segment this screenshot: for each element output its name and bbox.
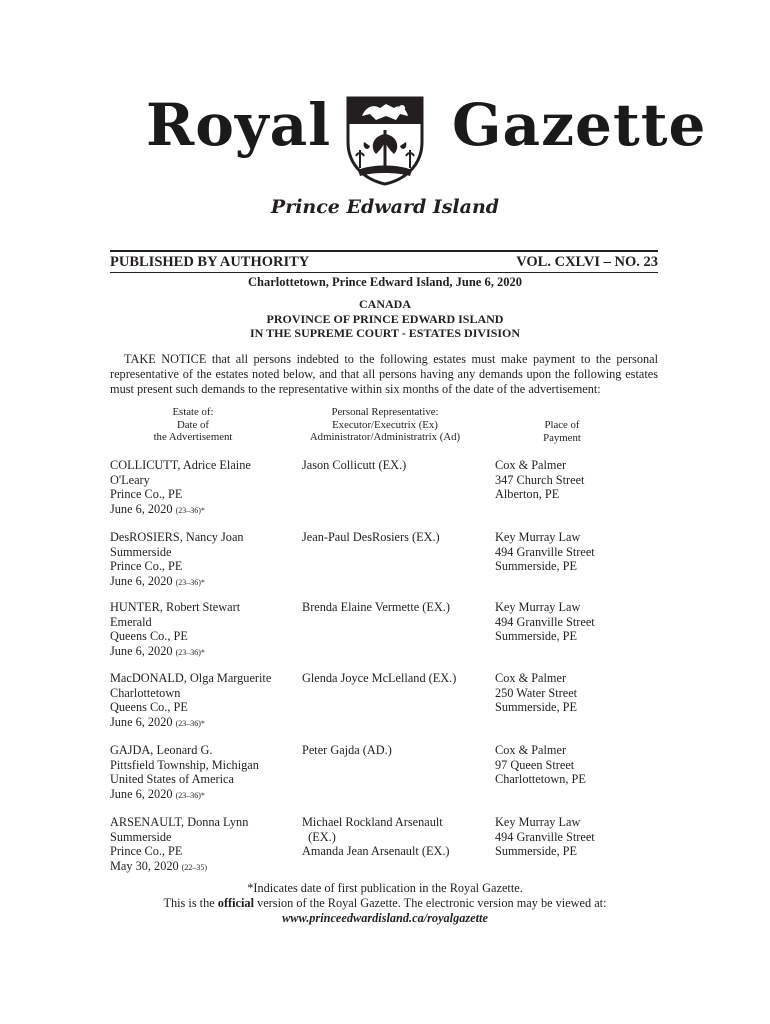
estate-entry bbox=[0, 530, 770, 600]
payment-line: Cox & Palmer bbox=[495, 458, 567, 472]
estate-name: GAJDA, Leonard G. bbox=[110, 743, 213, 757]
personal-representative bbox=[302, 600, 492, 615]
estate-entry bbox=[0, 671, 770, 741]
court-line-country: CANADA bbox=[359, 297, 411, 311]
estate-county: Prince Co., PE bbox=[110, 559, 183, 573]
estate-county: Prince Co., PE bbox=[110, 487, 183, 501]
column-heading-line: the Advertisement bbox=[153, 431, 233, 443]
payment-line: 494 Granville Street bbox=[495, 829, 595, 844]
estate-county: Prince Co., PE bbox=[110, 844, 183, 858]
estate-county: Queens Co., PE bbox=[110, 629, 188, 643]
payment-line: 347 Church Street bbox=[495, 472, 585, 487]
estate-details bbox=[110, 458, 296, 518]
masthead-royal: Royal bbox=[146, 91, 332, 159]
advertisement-date-text: June 6, 2020 bbox=[110, 786, 173, 801]
publication-ref: (23–36)* bbox=[175, 647, 205, 657]
estate-locality: Emerald bbox=[110, 614, 152, 629]
official-word: official bbox=[217, 896, 254, 910]
estate-details bbox=[110, 600, 296, 660]
column-heading-line: Date of bbox=[176, 418, 210, 431]
court-line-province: PROVINCE OF PRINCE EDWARD ISLAND bbox=[266, 311, 504, 326]
payment-line: 250 Water Street bbox=[495, 685, 578, 700]
place-of-payment bbox=[495, 530, 660, 574]
publication-ref: (23–36)* bbox=[175, 790, 205, 800]
column-heading-line: Estate of: bbox=[172, 406, 214, 418]
estate-details bbox=[110, 530, 296, 590]
official-version-note bbox=[0, 896, 770, 911]
estate-county: United States of America bbox=[110, 772, 234, 786]
header-rule-bottom bbox=[110, 272, 658, 273]
personal-representative bbox=[302, 458, 492, 473]
estate-entry bbox=[0, 815, 770, 885]
estate-entry bbox=[0, 458, 770, 528]
representative-line: Jean-Paul DesRosiers (EX.) bbox=[302, 530, 440, 544]
payment-line: Key Murray Law bbox=[495, 600, 581, 614]
column-heading-estate bbox=[130, 406, 256, 444]
payment-line: Alberton, PE bbox=[495, 487, 560, 501]
place-of-payment bbox=[495, 671, 660, 715]
column-heading-line: Personal Representative: bbox=[331, 406, 439, 418]
payment-line: 494 Granville Street bbox=[495, 544, 595, 559]
payment-line: Cox & Palmer bbox=[495, 671, 567, 685]
advertisement-date bbox=[110, 859, 296, 876]
footer bbox=[0, 881, 770, 926]
gazette-url[interactable]: www.princeedwardisland.ca/royalgazette bbox=[282, 911, 488, 925]
column-heading-payment bbox=[502, 419, 622, 444]
payment-line: Summerside, PE bbox=[495, 700, 577, 714]
estate-details bbox=[110, 671, 296, 731]
pei-coat-of-arms-icon bbox=[342, 94, 428, 186]
estate-entry bbox=[0, 743, 770, 813]
representative-line: Peter Gajda (AD.) bbox=[302, 743, 392, 757]
notice-paragraph: TAKE NOTICE that all persons indebted to the following estates must make payment to the personal representative of the estates noted below, and that all persons having any demands upon the following estates must present such demands to the representative within six months of the date of the advertisement: bbox=[110, 352, 658, 396]
publication-ref: (23–36)* bbox=[175, 505, 205, 515]
official-suffix: version of the Royal Gazette. The electronic version may be viewed at: bbox=[257, 896, 607, 910]
estate-name: DesROSIERS, Nancy Joan bbox=[110, 530, 244, 544]
advertisement-date bbox=[110, 502, 296, 519]
volume-number: VOL. CXLVI – NO. 23 bbox=[516, 254, 658, 270]
representative-line: Glenda Joyce McLelland (EX.) bbox=[302, 671, 457, 685]
payment-line: Cox & Palmer bbox=[495, 743, 567, 757]
estate-name: MacDONALD, Olga Marguerite bbox=[110, 671, 272, 685]
estate-name: COLLICUTT, Adrice Elaine bbox=[110, 458, 251, 472]
column-heading-representative bbox=[290, 406, 480, 444]
personal-representative bbox=[302, 671, 492, 686]
column-heading-line: Payment bbox=[543, 431, 581, 444]
column-heading-line: Place of bbox=[544, 419, 580, 431]
masthead bbox=[0, 88, 770, 188]
personal-representative bbox=[302, 743, 492, 758]
place-of-payment bbox=[495, 743, 660, 787]
representative-line: Jason Collicutt (EX.) bbox=[302, 458, 407, 472]
place-of-payment bbox=[495, 600, 660, 644]
payment-line: Summerside, PE bbox=[495, 559, 577, 573]
advertisement-date-text: May 30, 2020 bbox=[110, 858, 179, 873]
column-heading-line: Administrator/Administratrix (Ad) bbox=[309, 431, 461, 443]
place-of-payment bbox=[495, 458, 660, 502]
masthead-gazette: Gazette bbox=[452, 91, 707, 159]
asterisk-note: *Indicates date of first publication in the Royal Gazette. bbox=[247, 881, 523, 895]
estate-county: Queens Co., PE bbox=[110, 700, 188, 714]
advertisement-date-text: June 6, 2020 bbox=[110, 714, 173, 729]
official-prefix: This is the bbox=[163, 896, 215, 910]
publication-ref: (22–35) bbox=[181, 862, 208, 872]
estate-locality: O'Leary bbox=[110, 472, 150, 487]
estate-locality: Summerside bbox=[110, 544, 172, 559]
place-of-payment bbox=[495, 815, 660, 859]
column-heading-line: Executor/Executrix (Ex) bbox=[332, 418, 438, 431]
header-rule-top bbox=[110, 250, 658, 252]
estate-name: ARSENAULT, Donna Lynn bbox=[110, 815, 249, 829]
payment-line: 494 Granville Street bbox=[495, 614, 595, 629]
personal-representative bbox=[302, 530, 492, 545]
estate-locality: Summerside bbox=[110, 829, 172, 844]
personal-representative bbox=[302, 815, 492, 859]
advertisement-date-text: June 6, 2020 bbox=[110, 643, 173, 658]
payment-line: 97 Queen Street bbox=[495, 757, 575, 772]
masthead-subtitle: Prince Edward Island bbox=[270, 196, 500, 218]
publication-ref: (23–36)* bbox=[175, 718, 205, 728]
dateline: Charlottetown, Prince Edward Island, June 6, 2020 bbox=[248, 275, 522, 289]
published-by-authority: PUBLISHED BY AUTHORITY bbox=[110, 254, 310, 270]
payment-line: Summerside, PE bbox=[495, 844, 577, 858]
representative-line: (EX.) bbox=[302, 829, 336, 844]
advertisement-date-text: June 6, 2020 bbox=[110, 573, 173, 588]
publication-ref: (23–36)* bbox=[175, 577, 205, 587]
advertisement-date bbox=[110, 787, 296, 804]
advertisement-date bbox=[110, 574, 296, 591]
estate-entry bbox=[0, 600, 770, 670]
court-heading bbox=[0, 297, 770, 341]
advertisement-date bbox=[110, 715, 296, 732]
estate-locality: Pittsfield Township, Michigan bbox=[110, 757, 259, 772]
representative-line: Michael Rockland Arsenault bbox=[302, 815, 443, 829]
representative-line: Amanda Jean Arsenault (EX.) bbox=[302, 844, 450, 858]
advertisement-date bbox=[110, 644, 296, 661]
estate-details bbox=[110, 743, 296, 803]
estate-name: HUNTER, Robert Stewart bbox=[110, 600, 241, 614]
estate-details bbox=[110, 815, 296, 875]
payment-line: Key Murray Law bbox=[495, 815, 581, 829]
payment-line: Charlottetown, PE bbox=[495, 772, 586, 786]
payment-line: Key Murray Law bbox=[495, 530, 581, 544]
estate-locality: Charlottetown bbox=[110, 685, 181, 700]
advertisement-date-text: June 6, 2020 bbox=[110, 501, 173, 516]
court-line-division: IN THE SUPREME COURT - ESTATES DIVISION bbox=[249, 326, 521, 340]
representative-line: Brenda Elaine Vermette (EX.) bbox=[302, 600, 450, 614]
payment-line: Summerside, PE bbox=[495, 629, 577, 643]
